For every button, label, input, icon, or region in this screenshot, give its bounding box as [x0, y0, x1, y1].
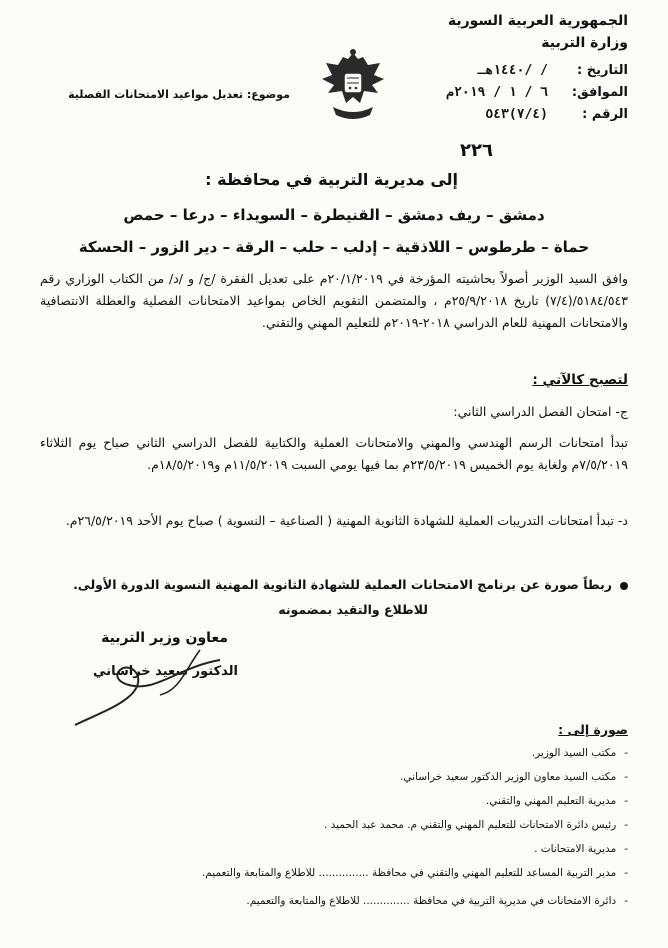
section-d-text: د- تبدأ امتحانات التدريبات العملية للشهادة الثانوية المهنية ( الصناعية – النسوية ) صباح يوم الأحد ٢٦/٥/٢٠١٩م.	[65, 513, 628, 528]
date-label: التاريخ :	[577, 63, 628, 78]
section-c-title: ج- امتحان الفصل الدراسي الثاني:	[453, 404, 628, 419]
handwritten-signature	[60, 640, 230, 730]
copy-item: -مكتب السيد الوزير.	[531, 747, 628, 759]
amend-heading: لتصبح كالآتي :	[532, 372, 628, 388]
attachment-note	[40, 577, 628, 592]
copy-item: -مديرية الامتحانات .	[534, 843, 628, 855]
copy-item: -دائرة الامتحانات في مديرية التربية في محافظة .............. للاطلاع والمتابعة والتعميم.	[246, 895, 628, 907]
body-paragraph: وافق السيد الوزير أصولاً بحاشيته المؤرخة في ٢٠/١/٢٠١٩م على تعديل الفقرة /ج/ و /د/ من الكتاب الوزاري رقم ٥١٨٤/٥٤٣/(٧/٤) تاريخ ٢٥/٩/٢٠١٨م ، والمتضمن التقويم الخاص بمواعيد الامتحانات الفصلية والعطلة الانتصافية والامتحانات المهنية للعام الدراسي ٢٠١٨-٢٠١٩م للتعليم المهني والتقني.	[40, 271, 628, 330]
corresponding-date-row	[398, 82, 628, 104]
corresponding-date-value: ٦ / ١ / ٢٠١٩م	[446, 85, 548, 100]
subject-line: موضوع: تعديل مواعيد الامتحانات الفصلية	[68, 88, 290, 101]
copy-item: -مدير التربية المساعد للتعليم المهني والتقني في محافظة ............... للاطلاع والمتابعة والتعميم.	[201, 867, 628, 879]
syrian-eagle-emblem-icon	[318, 45, 388, 130]
bullet-icon	[620, 582, 628, 590]
attachment-note-text: ربطاً صورة عن برنامج الامتحانات العملية للشهادة الثانوية المهنية النسوية الدورة الأولى.	[73, 577, 612, 592]
section-c-text: تبدأ امتحانات الرسم الهندسي والمهني والامتحانات العملية والكتابية للفصل الدراسي الثاني صباح يوم الثلاثاء ٧/٥/٢٠١٩م ولغاية يوم الخميس ٢٣/٥/٢٠١٩م بما فيها يومي السبت ١١/٥/٢٠١٩م و١٨/٥/٢٠١٩م.	[40, 435, 628, 472]
signatory-name: الدكتور سعيد خراساني	[93, 664, 238, 679]
handwritten-reference: ٢٢٦	[460, 140, 493, 161]
date-row	[398, 60, 628, 82]
country-name: الجمهورية العربية السورية	[447, 13, 628, 29]
copies-heading: صورة إلى :	[558, 722, 628, 737]
recipient-heading: إلى مديرية التربية في محافظة :	[205, 170, 458, 189]
copy-item: -مديرية التعليم المهني والتقني.	[485, 795, 628, 807]
number-label: الرقم :	[582, 107, 628, 122]
copy-item: -رئيس دائرة الامتحانات للتعليم المهني والتقني م. محمد عبد الحميد .	[323, 819, 628, 831]
signatory-title: معاون وزير التربية	[101, 630, 228, 646]
copy-item: -مكتب السيد معاون الوزير الدكتور سعيد خراساني.	[400, 771, 628, 783]
number-row	[398, 104, 628, 126]
date-value: / /١٤٤٠هـ	[477, 63, 548, 78]
number-value: (٧/٤)٥٤٣	[485, 107, 548, 122]
ministry-name: وزارة التربية	[541, 35, 628, 51]
governorates-line-1: دمشق – ريف دمشق – القنيطرة – السويداء – درعا – حمص	[123, 206, 545, 224]
inform-note: للاطلاع والتقيد بمضمونه	[278, 602, 428, 617]
corresponding-date-label: الموافق:	[571, 85, 628, 100]
letterhead	[398, 10, 628, 126]
governorates-line-2: حماة – طرطوس – اللاذقية – إدلب – حلب – الرقة – دير الزور – الحسكة	[78, 238, 590, 256]
